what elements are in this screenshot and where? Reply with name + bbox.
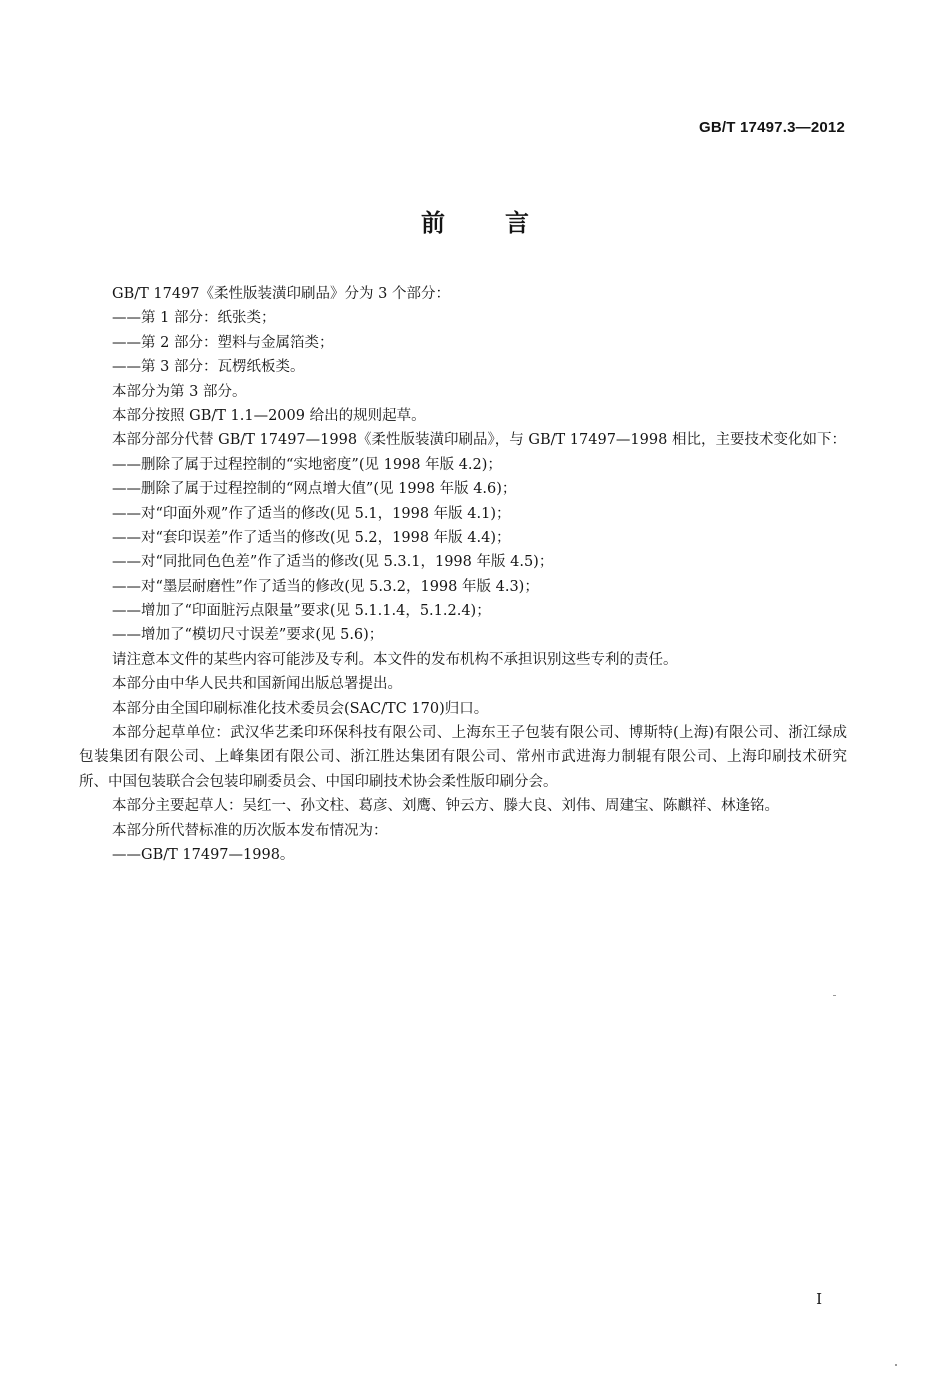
- drafting-rules-note: 本部分按照 GB/T 1.1—2009 给出的规则起草。: [112, 407, 426, 424]
- page-title: 前言: [421, 209, 589, 237]
- change-item: ——删除了属于过程控制的“网点增大值”(见 1998 年版 4.6)；: [112, 481, 517, 498]
- history-intro: 本部分所代替标准的历次版本发布情况为：: [112, 822, 388, 839]
- drafting-units-paragraph: 本部分起草单位：武汉华艺柔印环保科技有限公司、上海东王子包装有限公司、博斯特(上海)有限公司、浙江绿成包装集团有限公司、上峰集团有限公司、浙江胜达集团有限公司、常州市武进海力制辊有限公司、上海印刷技术研究所、中国包装联合会包装印刷委员会、中国印刷技术协会柔性版印刷分会。: [79, 725, 847, 790]
- proposer-note: 本部分由中华人民共和国新闻出版总署提出。: [112, 676, 402, 693]
- replacement-paragraph: 本部分部分代替 GB/T 17497—1998《柔性版装潢印刷品》，与 GB/T 17497—1998 相比，主要技术变化如下：: [112, 432, 846, 449]
- change-item: ——对“同批同色色差”作了适当的修改(见 5.3.1，1998 年版 4.5)；: [112, 554, 554, 571]
- change-item: ——增加了“模切尺寸误差”要求(见 5.6)；: [112, 627, 384, 644]
- centralized-note: 本部分由全国印刷标准化技术委员会(SAC/TC 170)归口。: [112, 700, 489, 717]
- standard-id: GB/T 17497.3—2012: [699, 119, 845, 136]
- this-part-note: 本部分为第 3 部分。: [112, 383, 247, 400]
- foreword-body: [79, 282, 847, 867]
- part-item: ——第 2 部分：塑料与金属箔类；: [112, 334, 334, 351]
- part-item: ——第 3 部分：瓦楞纸板类。: [112, 359, 305, 376]
- change-item: ——删除了属于过程控制的“实地密度”(见 1998 年版 4.2)；: [112, 456, 502, 473]
- patent-note: 请注意本文件的某些内容可能涉及专利。本文件的发布机构不承担识别这些专利的责任。: [112, 651, 678, 668]
- parts-intro: GB/T 17497《柔性版装潢印刷品》分为 3 个部分：: [112, 286, 450, 302]
- scan-speck: [895, 1364, 897, 1366]
- change-item: ——对“套印误差”作了适当的修改(见 5.2，1998 年版 4.4)；: [112, 529, 511, 546]
- history-item: ——GB/T 17497—1998。: [112, 847, 295, 864]
- change-item: ——增加了“印面脏污点限量”要求(见 5.1.1.4，5.1.2.4)；: [112, 603, 491, 620]
- part-item: ——第 1 部分：纸张类；: [112, 310, 276, 327]
- change-item: ——对“墨层耐磨性”作了适当的修改(见 5.3.2，1998 年版 4.3)；: [112, 578, 539, 595]
- change-item: ——对“印面外观”作了适当的修改(见 5.1，1998 年版 4.1)；: [112, 505, 511, 522]
- scan-speck: [833, 995, 836, 996]
- drafters-note: 本部分主要起草人：吴红一、孙文柱、葛彦、刘鹰、钟云方、滕大良、刘伟、周建宝、陈麒祥、林逢铭。: [112, 798, 779, 815]
- page-number: I: [816, 1290, 822, 1308]
